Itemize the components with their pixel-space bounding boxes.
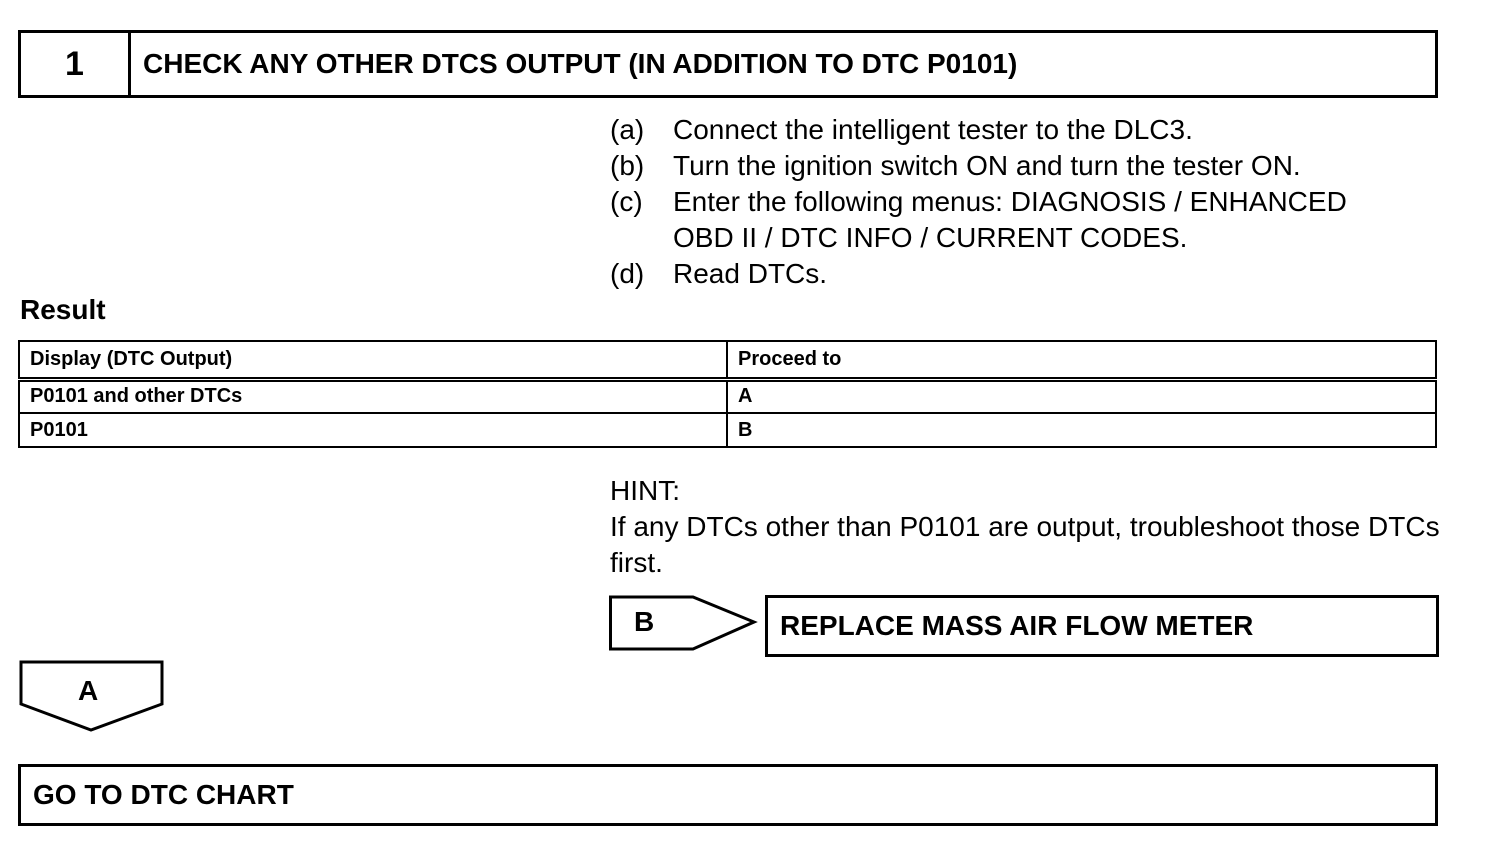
table-cell: B [727, 413, 1436, 447]
branch-b-action: REPLACE MASS AIR FLOW METER [780, 610, 1254, 641]
branch-b-label: B [634, 606, 655, 637]
procedure-step [610, 256, 1490, 292]
table-header-cell: Display (DTC Output) [19, 341, 727, 379]
hint-text: If any DTCs other than P0101 are output, troubleshoot those DTCs first. [610, 511, 1440, 578]
result-table [18, 340, 1437, 448]
procedure-step [610, 184, 1490, 256]
table-row [19, 413, 1436, 447]
procedure-step-letter: (b) [610, 150, 645, 181]
procedure-step-letter: (c) [610, 186, 643, 217]
step-header [18, 30, 1438, 98]
branch-a-label: A [78, 675, 99, 706]
branch-a-action: GO TO DTC CHART [33, 779, 294, 810]
table-cell: P0101 and other DTCs [19, 379, 727, 413]
procedure-step-text-line: OBD II / DTC INFO / CURRENT CODES. [673, 222, 1188, 253]
procedure-step [610, 112, 1490, 148]
procedure-step-text [673, 184, 1490, 256]
hint-block [610, 473, 1490, 581]
result-label: Result [20, 294, 106, 325]
procedure-step-text: Connect the intelligent tester to the DLC3. [673, 114, 1193, 145]
procedure-step-letter: (d) [610, 258, 645, 289]
step-title: CHECK ANY OTHER DTCS OUTPUT (IN ADDITION TO DTC P0101) [143, 48, 1018, 79]
table-cell: P0101 [19, 413, 727, 447]
branch-a-action-box [18, 764, 1438, 826]
procedure-step-text: Read DTCs. [673, 258, 828, 289]
step-number: 1 [21, 33, 131, 95]
table-cell: A [727, 379, 1436, 413]
procedure-step-text: Turn the ignition switch ON and turn the tester ON. [673, 150, 1301, 181]
branch-b-arrow-icon [609, 594, 759, 654]
procedure-list [610, 112, 1490, 292]
table-header-row [19, 341, 1436, 379]
procedure-step-letter: (a) [610, 114, 645, 145]
hint-label: HINT: [610, 475, 680, 506]
branch-b-action-box [765, 595, 1439, 657]
procedure-step [610, 148, 1490, 184]
procedure-step-text-line: Enter the following menus: DIAGNOSIS / ENHANCED [673, 186, 1347, 217]
table-row [19, 379, 1436, 413]
table-header-cell: Proceed to [727, 341, 1436, 379]
